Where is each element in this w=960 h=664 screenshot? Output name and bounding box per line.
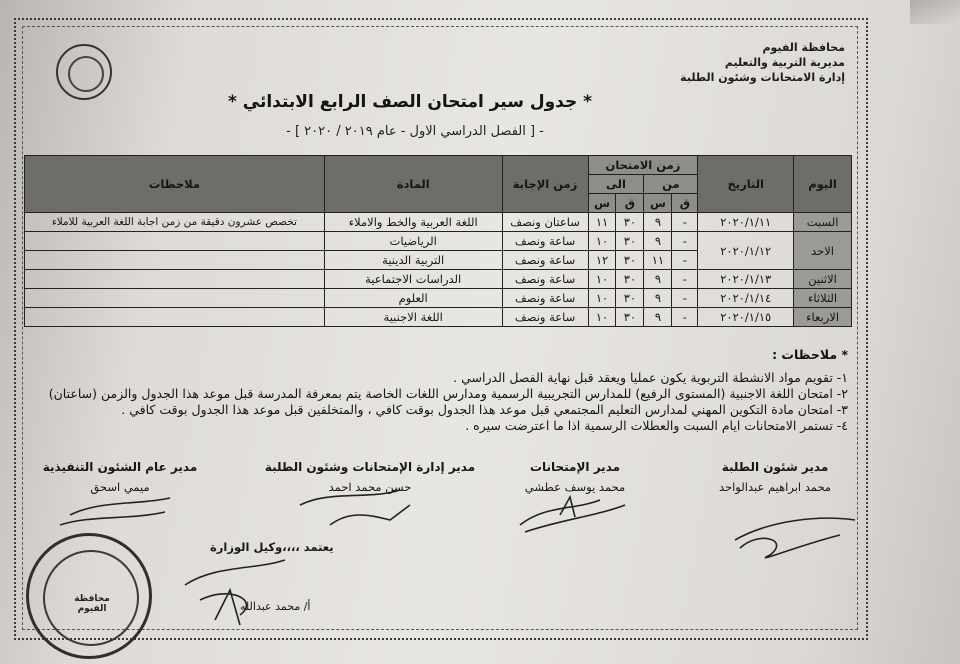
cell-date: ٢٠٢٠/١/١٢ [698, 232, 794, 270]
cell-from-q: - [672, 308, 698, 327]
cell-to-s: ١٢ [588, 251, 616, 270]
cell-date: ٢٠٢٠/١/١١ [698, 213, 794, 232]
header-exam-time: زمن الامتحان [588, 156, 698, 175]
deputy-name: أ/ محمد عبدالله [240, 600, 311, 613]
cell-to-q: ٣٠ [616, 289, 644, 308]
cell-duration: ساعة ونصف [502, 251, 588, 270]
cell-from-s: ٩ [644, 270, 672, 289]
cell-from-q: - [672, 251, 698, 270]
cell-to-s: ١٠ [588, 232, 616, 251]
letterhead-line: مديرية التربية والتعليم [724, 56, 845, 69]
cell-from-q: - [672, 270, 698, 289]
signature-title: مدير عام الشئون التنفيذية [42, 460, 198, 474]
cell-subject: الرياضيات [324, 232, 502, 251]
cell-from-q: - [672, 213, 698, 232]
header-from-s: س [644, 194, 672, 213]
cell-to-q: ٣٠ [616, 213, 644, 232]
cell-to-s: ١٠ [588, 270, 616, 289]
signature-name: ميمي اسحق [90, 480, 150, 494]
header-to-q: ق [616, 194, 644, 213]
header-day: اليوم [794, 156, 852, 213]
header-date: التاريخ [698, 156, 794, 213]
cell-subject: العلوم [324, 289, 502, 308]
cell-to-s: ١١ [588, 213, 616, 232]
note-item: ١- تقويم مواد الانشطة التربوية يكون عمليا ويعقد قبل نهاية الفصل الدراسي . [453, 370, 848, 385]
cell-duration: ساعة ونصف [502, 232, 588, 251]
signature-name: محمد ابراهيم عبدالواحد [718, 480, 832, 494]
stamp-label: محافظة الفيوم [74, 594, 110, 614]
header-subject: المادة [324, 156, 502, 213]
signature-title: مدير إدارة الإمتحانات وشئون الطلبة [264, 460, 476, 474]
signature-title: مدير شئون الطلبة [721, 460, 829, 474]
cell-from-s: ١١ [644, 251, 672, 270]
cell-from-s: ٩ [644, 289, 672, 308]
document-subtitle: - [ الفصل الدراسي الاول - عام ٢٠١٩ / ٢٠٢٠ ] - [286, 124, 544, 139]
cell-day: الثلاثاء [794, 289, 852, 308]
cell-day: الاحد [794, 232, 852, 270]
cell-day: السبت [794, 213, 852, 232]
header-from-q: ق [672, 194, 698, 213]
cell-day: الاثنين [794, 270, 852, 289]
cell-to-s: ١٠ [588, 308, 616, 327]
cell-to-q: ٣٠ [616, 270, 644, 289]
letterhead-line: محافظة الفيوم [762, 41, 845, 54]
cell-to-q: ٣٠ [616, 308, 644, 327]
cell-subject: التربية الدينية [324, 251, 502, 270]
header-to-s: س [588, 194, 616, 213]
cell-day: الاربعاء [794, 308, 852, 327]
deputy-approval: يعتمد ،،،،وكيل الوزارة [210, 540, 334, 554]
header-duration: زمن الإجابة [502, 156, 588, 213]
cell-from-s: ٩ [644, 213, 672, 232]
cell-subject: الدراسات الاجتماعية [324, 270, 502, 289]
cell-from-q: - [672, 289, 698, 308]
cell-from-s: ٩ [644, 232, 672, 251]
cell-to-q: ٣٠ [616, 251, 644, 270]
header-notes: ملاحظات [25, 156, 325, 213]
cell-duration: ساعة ونصف [502, 289, 588, 308]
official-stamp [26, 533, 152, 659]
signature-name: حسن محمد احمد [328, 480, 412, 494]
cell-duration: ساعة ونصف [502, 308, 588, 327]
cell-duration: ساعة ونصف [502, 270, 588, 289]
cell-date: ٢٠٢٠/١/١٣ [698, 270, 794, 289]
cell-subject: اللغة الاجنبية [324, 308, 502, 327]
cell-from-s: ٩ [644, 308, 672, 327]
document-title: * جدول سير امتحان الصف الرابع الابتدائي * [227, 92, 593, 112]
signature-name: محمد يوسف عطشي [524, 480, 626, 494]
letterhead-line: إدارة الامتحانات وشئون الطلبة [680, 71, 845, 84]
note-item: ٢- امتحان اللغة الاجنبية (المستوى الرفيع) للمدارس التجريبية الرسمية ومدارس اللغات الخاصة يتم بمعرفة المدرسة قبل موعد هذا الجدول والزمن (ساعتان) [48, 386, 848, 401]
cell-notes: تخصص عشرون دقيقة من زمن اجابة اللغة العربية للاملاء [25, 213, 325, 232]
header-to: الى [588, 175, 644, 194]
cell-date: ٢٠٢٠/١/١٤ [698, 289, 794, 308]
notes-heading: * ملاحظات : [772, 347, 848, 362]
signature-title: مدير الإمتحانات [529, 460, 621, 474]
cell-subject: اللغة العربية والخط والاملاء [324, 213, 502, 232]
cell-date: ٢٠٢٠/١/١٥ [698, 308, 794, 327]
cell-duration: ساعتان ونصف [502, 213, 588, 232]
cell-to-q: ٣٠ [616, 232, 644, 251]
cell-to-s: ١٠ [588, 289, 616, 308]
note-item: ٣- امتحان مادة التكوين المهني لمدارس التعليم المجتمعي قبل موعد هذا الجدول بوقت كافي ، والمتخلفين قبل موعد هذا الجدول بوقت كافي . [121, 402, 848, 417]
cell-from-q: - [672, 232, 698, 251]
header-from: من [644, 175, 698, 194]
note-item: ٤- تستمر الامتحانات ايام السبت والعطلات الرسمية اذا ما اعترضت سيره . [465, 418, 848, 433]
